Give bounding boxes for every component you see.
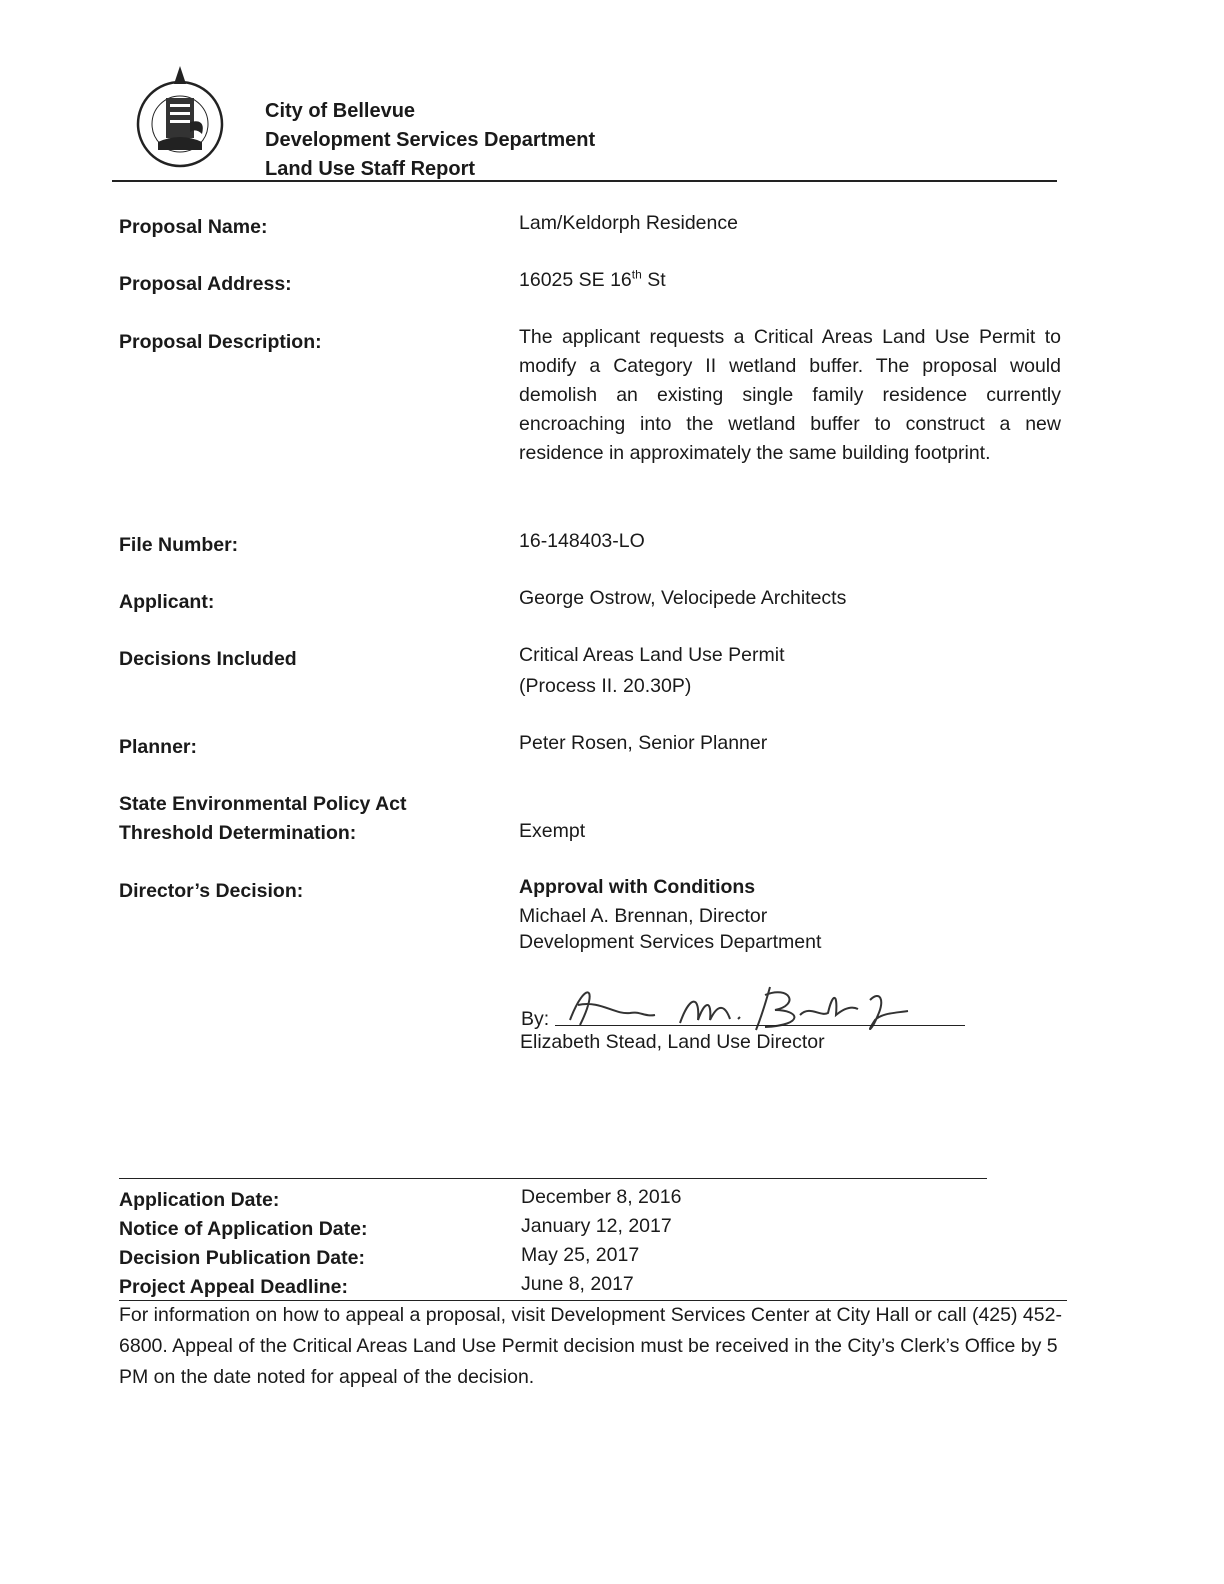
director-department: Development Services Department bbox=[519, 931, 822, 953]
proposal-address-label: Proposal Address: bbox=[119, 273, 292, 295]
proposal-address-value: 16025 SE 16th St bbox=[519, 267, 666, 291]
city-of-bellevue-seal bbox=[128, 62, 232, 180]
applicant-value: George Ostrow, Velocipede Architects bbox=[519, 587, 847, 609]
proposal-name-label: Proposal Name: bbox=[119, 216, 268, 238]
threshold-label: Threshold Determination: bbox=[119, 822, 357, 844]
decisions-included-value: Critical Areas Land Use Permit bbox=[519, 644, 785, 666]
proposal-name-value: Lam/Keldorph Residence bbox=[519, 212, 738, 234]
decisions-included-label: Decisions Included bbox=[119, 648, 297, 670]
planner-value: Peter Rosen, Senior Planner bbox=[519, 732, 768, 754]
signature-line bbox=[555, 1025, 965, 1026]
header-city: City of Bellevue bbox=[265, 100, 416, 122]
decisions-included-process: (Process II. 20.30P) bbox=[519, 675, 692, 697]
planner-label: Planner: bbox=[119, 736, 198, 758]
appeal-note: For information on how to appeal a proposal, visit Development Services Center at City Hall or call (425) 452-6800. Appeal of the Critical Areas Land Use Permit decision must be received in the City’s Clerk’s Office by 5 PM on the date noted for appeal of the decision. bbox=[119, 1304, 1062, 1388]
header-report-type: Land Use Staff Report bbox=[265, 158, 476, 180]
signer-name: Elizabeth Stead, Land Use Director bbox=[520, 1031, 825, 1053]
directors-decision-label: Director’s Decision: bbox=[119, 880, 304, 902]
director-name: Michael A. Brennan, Director bbox=[519, 905, 768, 927]
appeal-deadline-label: Project Appeal Deadline: bbox=[119, 1276, 349, 1298]
file-number-value: 16-148403-LO bbox=[519, 530, 645, 552]
notice-date-value: January 12, 2017 bbox=[521, 1215, 672, 1237]
publication-date-label: Decision Publication Date: bbox=[119, 1247, 365, 1269]
header-rule bbox=[112, 180, 1057, 182]
proposal-description-label: Proposal Description: bbox=[119, 331, 322, 353]
sepa-value: Exempt bbox=[519, 820, 586, 842]
file-number-label: File Number: bbox=[119, 534, 239, 556]
notice-date-label: Notice of Application Date: bbox=[119, 1218, 368, 1240]
directors-decision-value: Approval with Conditions bbox=[519, 876, 756, 898]
signature-by-label: By: bbox=[521, 1008, 550, 1030]
appeal-deadline-value: June 8, 2017 bbox=[521, 1273, 634, 1295]
sepa-label: State Environmental Policy Act bbox=[119, 793, 407, 815]
application-date-label: Application Date: bbox=[119, 1189, 280, 1211]
header-department: Development Services Department bbox=[265, 129, 596, 151]
publication-date-value: May 25, 2017 bbox=[521, 1244, 640, 1266]
applicant-label: Applicant: bbox=[119, 591, 215, 613]
proposal-description-value: The applicant requests a Critical Areas Land Use Permit to modify a Category II wetland buffer. The proposal would demolish an existing single family residence currently encroaching into the wetland buffer to construct a new residence in approximately the same building footprint. bbox=[519, 326, 1061, 464]
application-date-value: December 8, 2016 bbox=[521, 1186, 682, 1208]
dates-top-rule bbox=[119, 1178, 987, 1179]
